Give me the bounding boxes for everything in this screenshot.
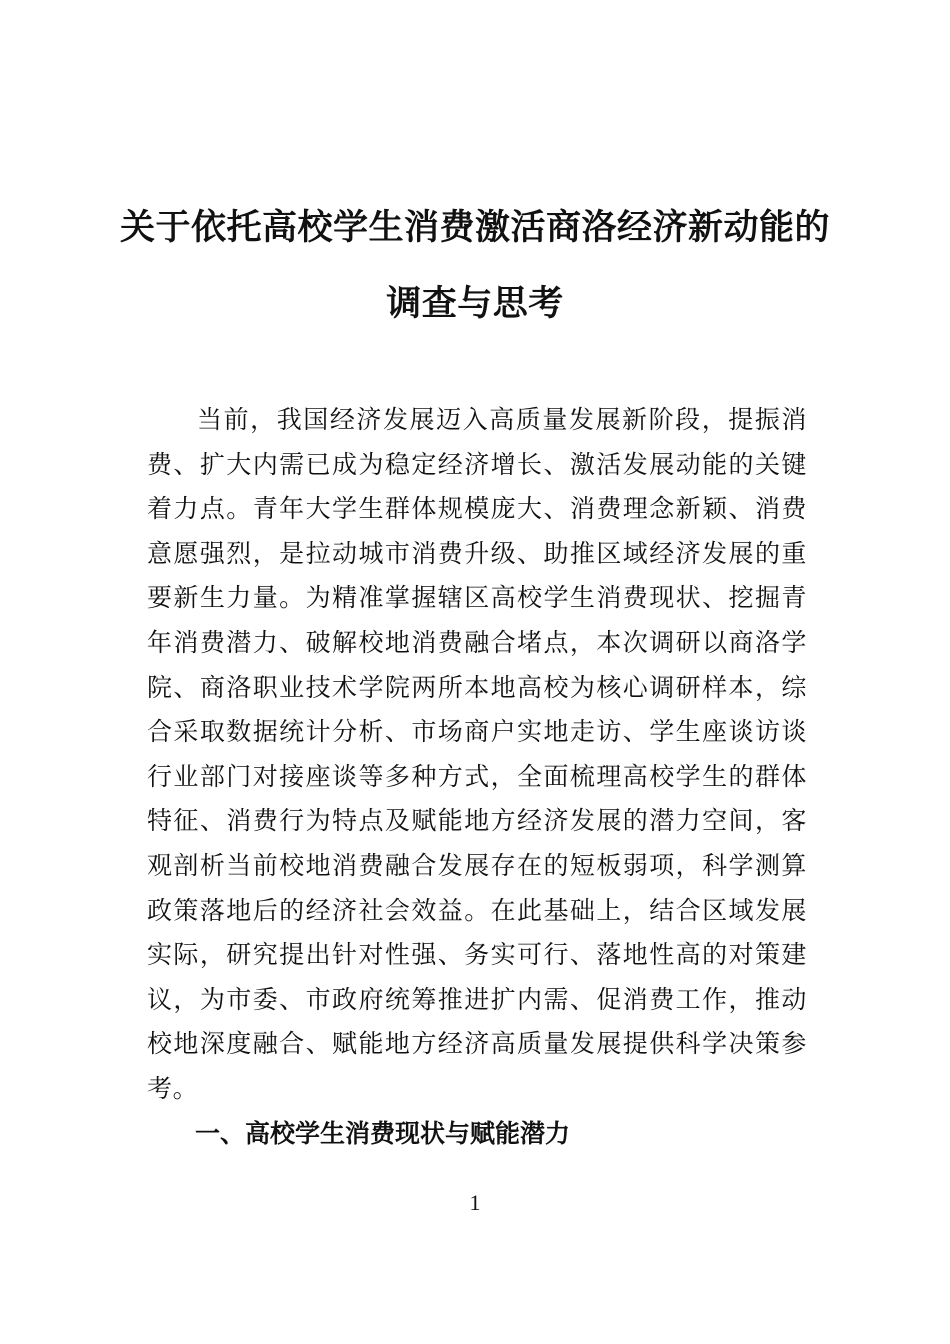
page-number: 1	[469, 1190, 481, 1215]
intro-paragraph: 当前，我国经济发展迈入高质量发展新阶段，提振消费、扩大内需已成为稳定经济增长、激活发展动能的关键着力点。青年大学生群体规模庞大、消费理念新颖、消费意愿强烈，是拉动城市消费升级、助推区域经济发展的重要新生力量。为精准掌握辖区高校学生消费现状、挖掘青年消费潜力、破解校地消费融合堵点，本次调研以商洛学院、商洛职业技术学院两所本地高校为核心调研样本，综合采取数据统计分析、市场商户实地走访、学生座谈访谈行业部门对接座谈等多种方式，全面梳理高校学生的群体特征、消费行为特点及赋能地方经济发展的潜力空间，客观剖析当前校地消费融合发展存在的短板弱项，科学测算政策落地后的经济社会效益。在此基础上，结合区域发展实际，研究提出针对性强、务实可行、落地性高的对策建议，为市委、市政府统筹推进扩内需、促消费工作，推动校地深度融合、赋能地方经济高质量发展提供科学决策参考。	[147, 405, 807, 1103]
document-title: 关于依托高校学生消费激活商洛经济新动能的调查与思考	[120, 207, 831, 324]
section-heading: 一、高校学生消费现状与赋能潜力	[195, 1119, 571, 1148]
